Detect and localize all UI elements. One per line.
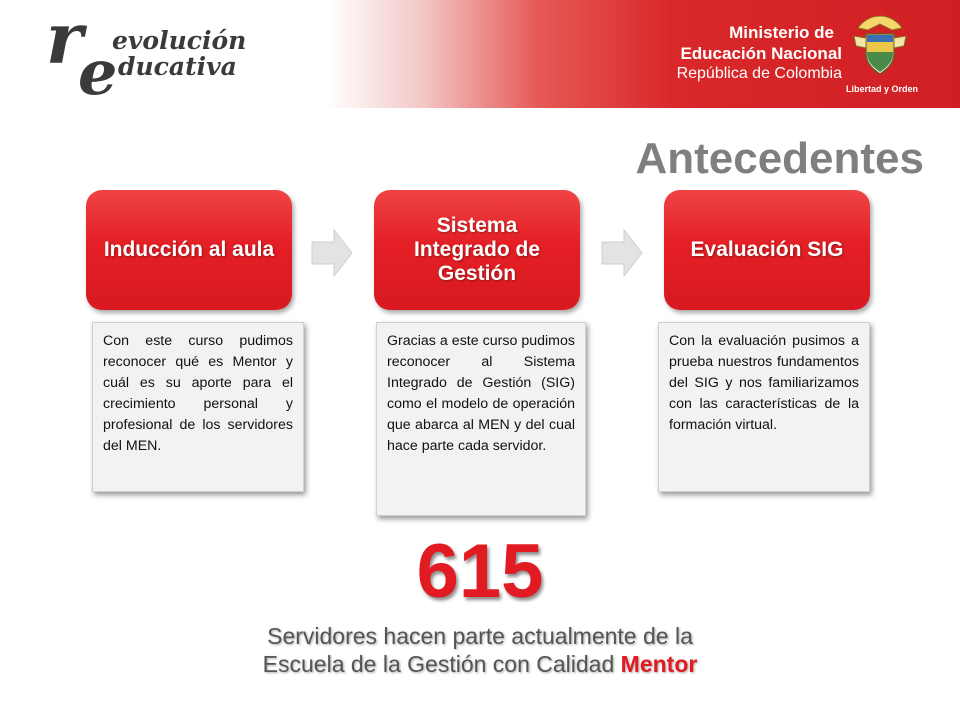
step-1-box: Inducción al aula bbox=[86, 190, 292, 310]
logo-letter-r: r bbox=[46, 0, 83, 80]
step-2-box: Sistema Integrado de Gestión bbox=[374, 190, 580, 310]
caption-line-2 bbox=[180, 650, 780, 678]
ministry-line-1: Ministerio de bbox=[729, 23, 834, 42]
servidores-count: 615 bbox=[416, 529, 544, 614]
motto-text: Libertad y Orden bbox=[846, 84, 919, 94]
step-3-box: Evaluación SIG bbox=[664, 190, 870, 310]
mentor-highlight: Mentor bbox=[620, 651, 698, 677]
ministry-line-3: República de Colombia bbox=[676, 65, 842, 82]
step-3-description: Con la evaluación pusimos a prueba nuestros fundamentos del SIG y nos familiarizamos con las características de la formación virtual. bbox=[658, 322, 870, 492]
step-2-description: Gracias a este curso pudimos reconocer al Sistema Integrado de Gestión (SIG) como el modelo de operación que abarca al MEN y del cual hace parte cada servidor. bbox=[376, 322, 586, 516]
chevron-right-icon bbox=[310, 228, 354, 278]
logo-word-1: evolución bbox=[112, 26, 247, 55]
ministry-line-2: Educación Nacional bbox=[680, 44, 842, 63]
ministry-name bbox=[672, 22, 842, 84]
logo-letter-e: e bbox=[78, 36, 118, 109]
caption-line-2-text: Escuela de la Gestión con Calidad bbox=[262, 651, 615, 677]
revolucion-educativa-logo bbox=[44, 0, 254, 109]
caption-line-1: Servidores hacen parte actualmente de la bbox=[267, 623, 693, 649]
page-title: Antecedentes bbox=[635, 134, 924, 183]
step-1-description: Con este curso pudimos reconocer qué es Mentor y cuál es su aporte para el crecimiento personal y profesional de los servidores del MEN. bbox=[92, 322, 304, 492]
highlight-caption bbox=[180, 622, 780, 678]
logo-word-2: ducativa bbox=[118, 52, 237, 81]
coat-of-arms-icon bbox=[846, 12, 914, 80]
header-banner bbox=[0, 0, 960, 108]
chevron-right-icon bbox=[600, 228, 644, 278]
